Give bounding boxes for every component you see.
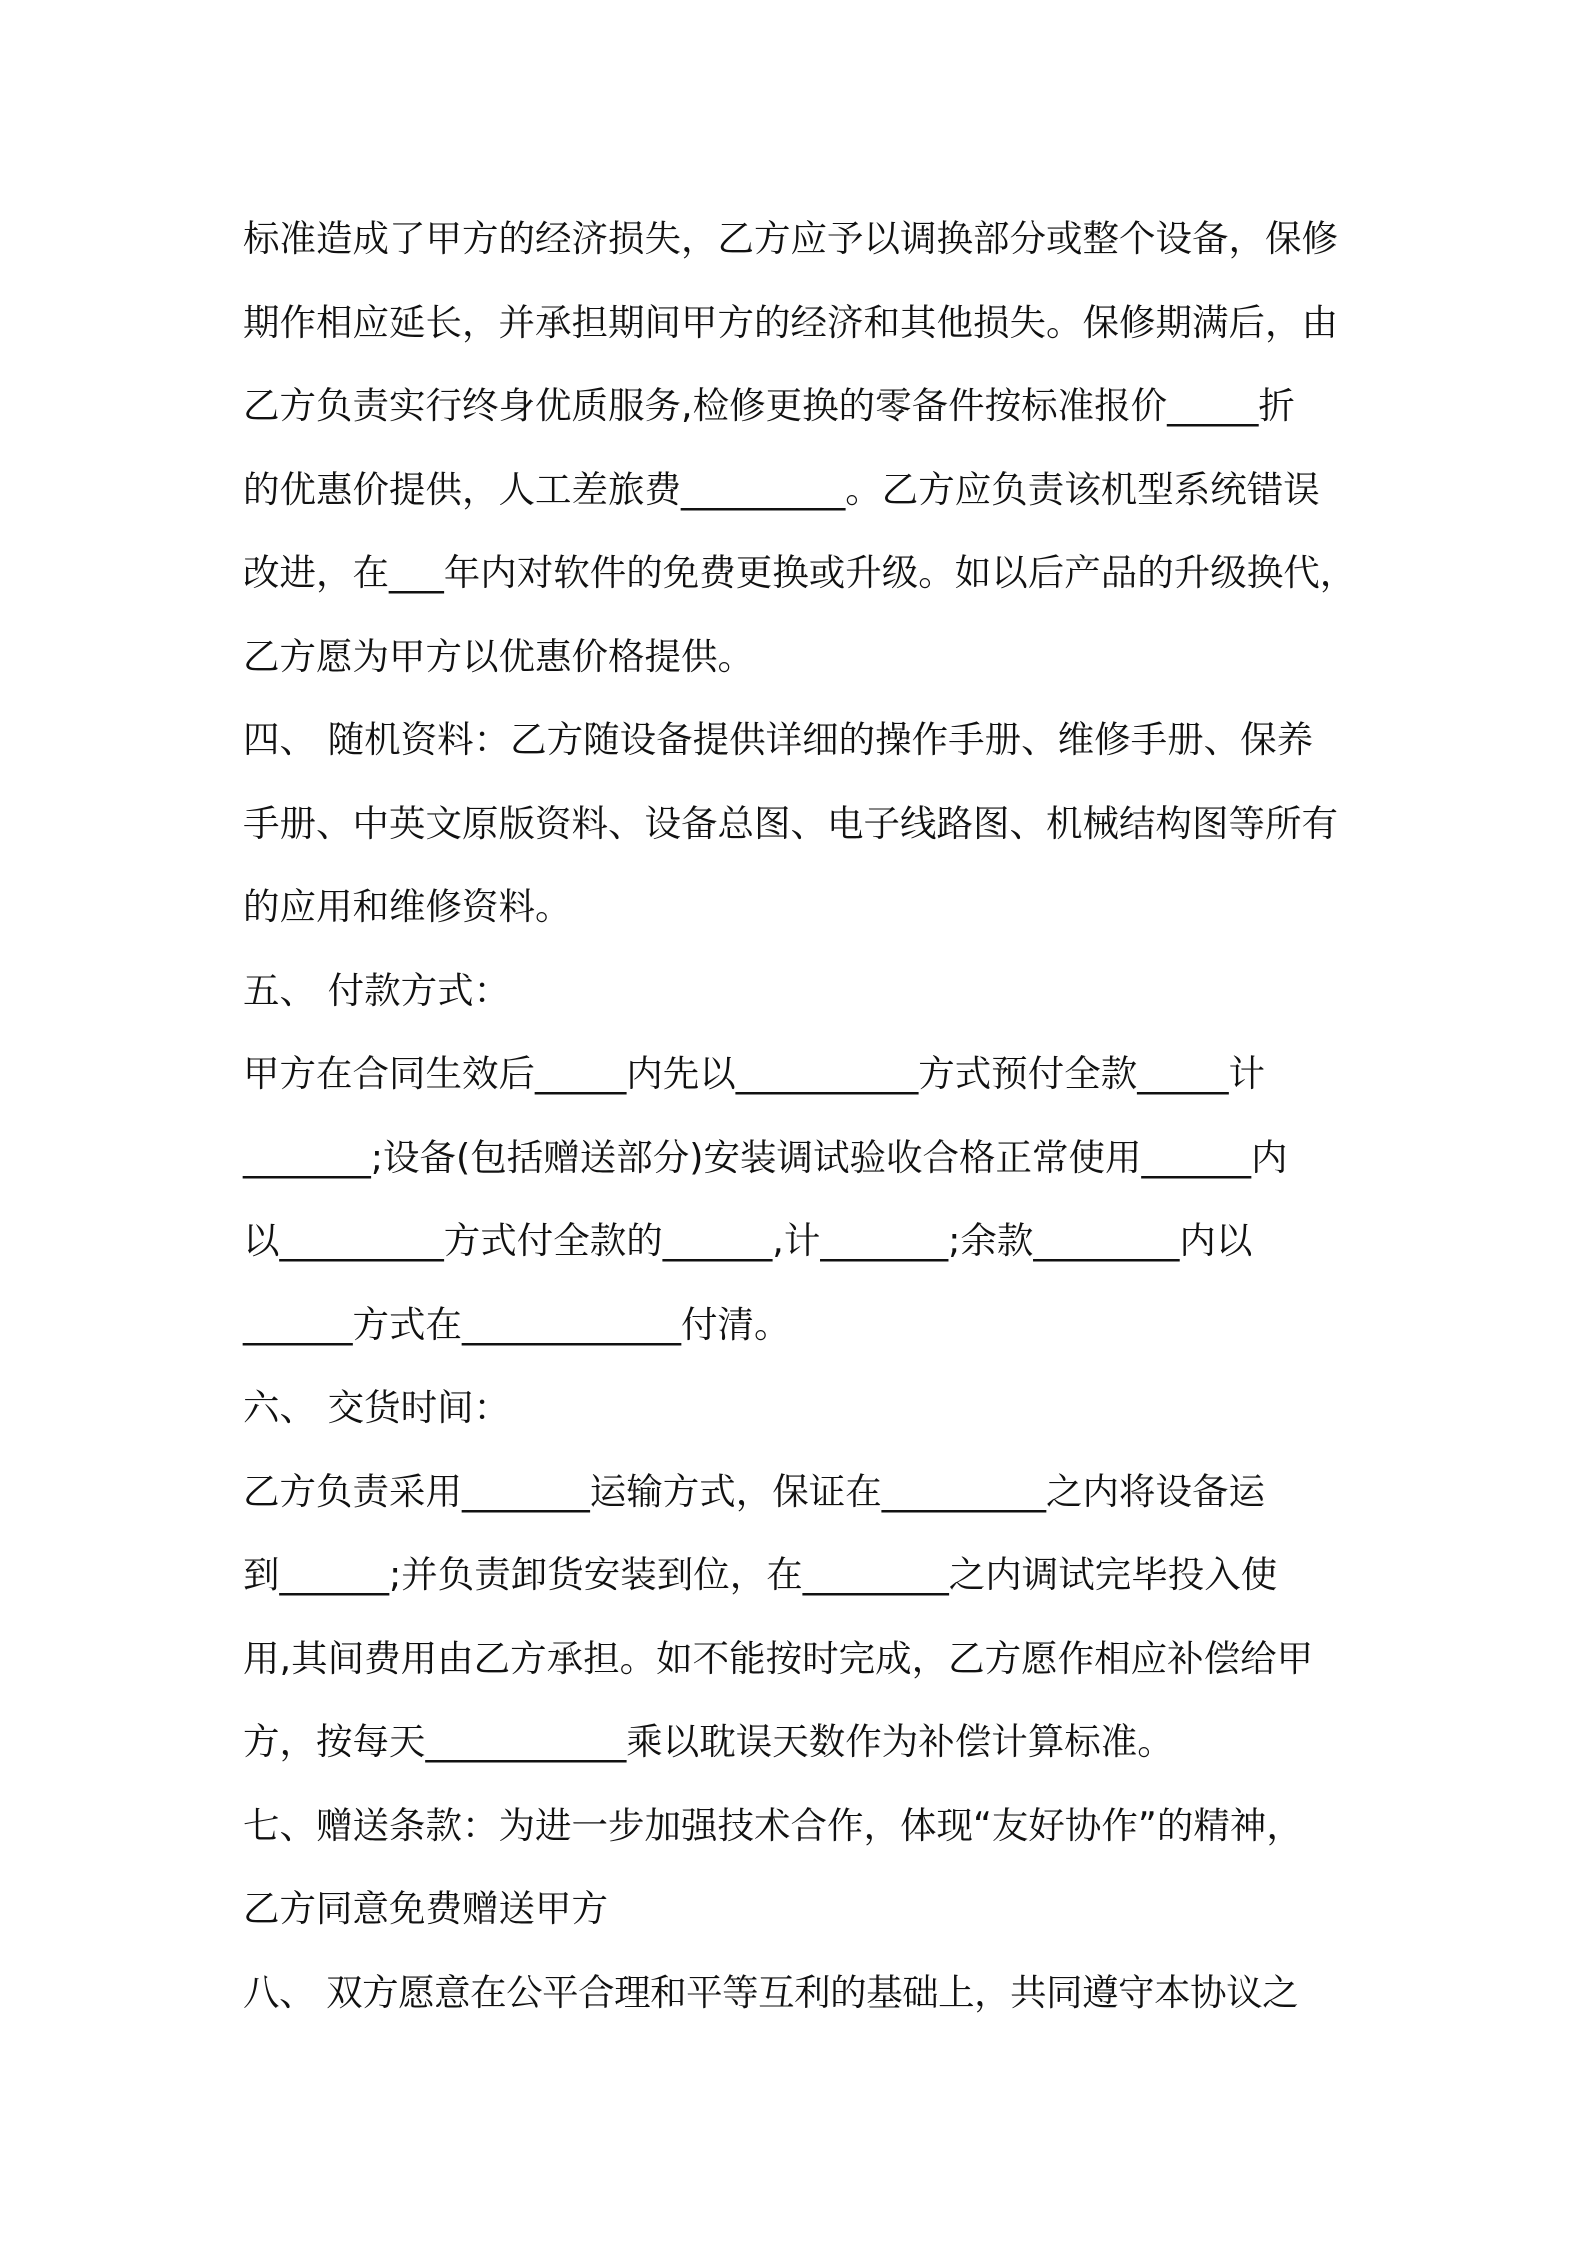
contract-body xyxy=(243,197,1363,2034)
text-line: 手册、中英文原版资料、设备总图、电子线路图、机械结构图等所有 xyxy=(243,801,1338,845)
section-5-heading: 五、 付款方式： xyxy=(243,968,511,1012)
section-4-heading: 四、 随机资料：乙方随设备提供详细的操作手册、维修手册、保养 xyxy=(243,718,1314,761)
text-line: 期作相应延长，并承担期间甲方的经济和其他损失。保修期满后，由 xyxy=(243,300,1338,344)
text-line: 方，按每天___________乘以耽误天数作为补偿计算标准。 xyxy=(243,1720,1174,1763)
text-line: 的优惠价提供，人工差旅费_________。乙方应负责该机型系统错误 xyxy=(243,467,1320,511)
text-line: 以_________方式付全款的______,计_______;余款________内以 xyxy=(243,1219,1253,1262)
text-line: 乙方同意免费赠送甲方 xyxy=(243,1887,608,1930)
text-line: 乙方负责采用_______运输方式，保证在_________之内将设备运 xyxy=(243,1469,1265,1513)
section-6-heading: 六、 交货时间： xyxy=(243,1386,511,1429)
text-line: 到______;并负责卸货安装到位，在________之内调试完毕投入使 xyxy=(243,1553,1278,1596)
section-8-heading: 八、 双方愿意在公平合理和平等互利的基础上，共同遵守本协议之 xyxy=(243,1970,1299,2014)
text-line: 甲方在合同生效后_____内先以__________方式预付全款_____计 xyxy=(243,1052,1265,1095)
text-line: 标准造成了甲方的经济损失，乙方应予以调换部分或整个设备，保修 xyxy=(243,217,1338,260)
text-line: ______方式在____________付清。 xyxy=(243,1302,791,1346)
text-line: 用,其间费用由乙方承担。如不能按时完成，乙方愿作相应补偿给甲 xyxy=(243,1636,1314,1680)
section-7-heading: 七、赠送条款：为进一步加强技术合作，体现“友好协作”的精神， xyxy=(243,1803,1303,1847)
text-line: 改进，在___年内对软件的免费更换或升级。如以后产品的升级换代， xyxy=(243,551,1357,594)
text-line: _______;设备(包括赠送部分)安装调试验收合格正常使用______内 xyxy=(243,1135,1288,1179)
text-line: 乙方负责实行终身优质服务,检修更换的零备件按标准报价_____折 xyxy=(243,384,1295,427)
text-line: 乙方愿为甲方以优惠价格提供。 xyxy=(243,634,754,678)
text-line: 的应用和维修资料。 xyxy=(243,885,572,928)
